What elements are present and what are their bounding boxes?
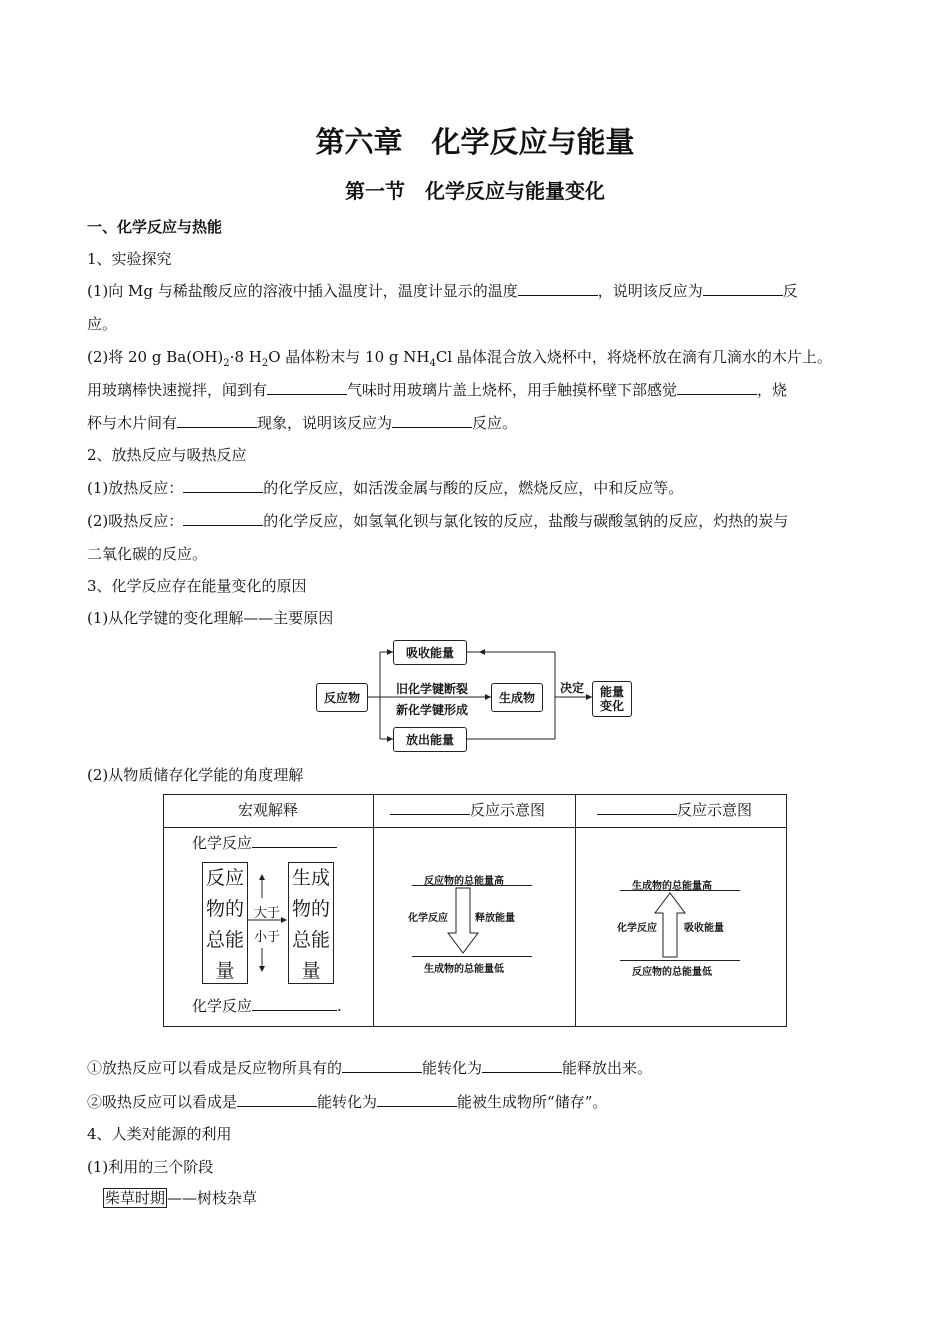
bond-break-label: 旧化学键断裂 bbox=[396, 682, 469, 696]
text: 用玻璃棒快速搅拌，闻到有 bbox=[87, 381, 268, 399]
text: 化学反应 bbox=[192, 834, 253, 852]
text: 总能 bbox=[205, 929, 244, 951]
text: (1)向 Mg 与稀盐酸反应的溶液中插入温度计，温度计显示的温度 bbox=[87, 282, 518, 300]
text: (1)放热反应： bbox=[87, 479, 184, 497]
s1-p1-line2: 应。 bbox=[87, 315, 118, 333]
text: 反 bbox=[782, 282, 798, 300]
text: ，烧 bbox=[757, 381, 788, 399]
text: 气味时用玻璃片盖上烧杯，用手触摸杯壁下部感觉 bbox=[347, 381, 678, 399]
s3-sub1: (1)从化学键的变化理解——主要原因 bbox=[87, 609, 334, 627]
blank bbox=[377, 1092, 457, 1107]
text: ·8 H bbox=[229, 348, 262, 366]
note-exothermic bbox=[87, 1058, 652, 1078]
s2-p2-line2: 二氧化碳的反应。 bbox=[87, 545, 208, 563]
text: (2)将 20 g Ba(OH) bbox=[87, 348, 224, 366]
text: ——树枝杂草 bbox=[167, 1189, 258, 1207]
exo-left-label: 化学反应 bbox=[408, 913, 448, 924]
text: ②吸热反应可以看成是 bbox=[87, 1093, 238, 1111]
text: 变化 bbox=[599, 699, 624, 713]
text: . bbox=[337, 997, 342, 1015]
text: 反应 bbox=[205, 867, 244, 889]
absorb-energy-box: 吸收能量 bbox=[393, 640, 467, 665]
text: 反应示意图 bbox=[470, 801, 546, 819]
exo-bottom-label: 生成物的总能量低 bbox=[424, 964, 504, 975]
blank bbox=[342, 1058, 422, 1073]
text: Cl 晶体混合放入烧杯中，将烧杯放在滴有几滴水的木片上。 bbox=[435, 348, 832, 366]
endo-bottom-label: 反应物的总能量低 bbox=[632, 967, 712, 978]
text: 物的 bbox=[205, 898, 244, 920]
text: 生成 bbox=[291, 867, 330, 889]
text: 量 bbox=[215, 960, 235, 982]
text: 能释放出来。 bbox=[562, 1059, 653, 1077]
section-title: 第一节 化学反应与能量变化 bbox=[345, 179, 605, 203]
s4-sub1: (1)利用的三个阶段 bbox=[87, 1158, 214, 1176]
text: 物的 bbox=[291, 898, 330, 920]
stage1-line bbox=[103, 1188, 257, 1208]
subscript: 4 bbox=[429, 358, 436, 369]
text: 反应示意图 bbox=[677, 801, 753, 819]
text: ①放热反应可以看成是反应物所具有的 bbox=[87, 1059, 343, 1077]
less-than-label: 小于 bbox=[254, 930, 281, 945]
reactant-box: 反应物 bbox=[316, 683, 368, 712]
part1-heading: 一、化学反应与热能 bbox=[87, 218, 223, 236]
text: 能转化为 bbox=[422, 1059, 483, 1077]
text: 杯与木片间有 bbox=[87, 414, 178, 432]
s1-heading: 1、实验探究 bbox=[87, 250, 172, 268]
blank bbox=[482, 1058, 562, 1073]
s3-sub2: (2)从物质储存化学能的角度理解 bbox=[87, 766, 304, 784]
text: 化学反应 bbox=[192, 997, 253, 1015]
text: 反应。 bbox=[472, 414, 518, 432]
blank bbox=[237, 1092, 317, 1107]
text: 的化学反应，如活泼金属与酸的反应，燃烧反应，中和反应等。 bbox=[263, 479, 684, 497]
header-macro: 宏观解释 bbox=[237, 801, 298, 819]
s2-heading: 2、放热反应与吸热反应 bbox=[87, 446, 247, 464]
stage1-box: 柴草时期 bbox=[105, 1189, 166, 1207]
text: 量 bbox=[301, 960, 321, 982]
text: 能转化为 bbox=[317, 1093, 378, 1111]
exo-right-label: 释放能量 bbox=[475, 913, 515, 924]
text: 能量 bbox=[599, 685, 624, 699]
exo-top-label: 反应物的总能量高 bbox=[424, 876, 504, 887]
bond-form-label: 新化学键形成 bbox=[396, 703, 469, 717]
text: O 晶体粉末与 10 g NH bbox=[268, 348, 430, 366]
text: 现象，说明该反应为 bbox=[257, 414, 393, 432]
subscript: 2 bbox=[223, 358, 230, 369]
decide-label: 决定 bbox=[560, 681, 585, 695]
release-energy-box: 放出能量 bbox=[393, 727, 467, 752]
text: 的化学反应，如氢氧化钡与氯化铵的反应，盐酸与碳酸氢钠的反应，灼热的炭与 bbox=[263, 512, 789, 530]
text: ，说明该反应为 bbox=[597, 282, 703, 300]
text: (2)吸热反应： bbox=[87, 512, 184, 530]
greater-than-label: 大于 bbox=[254, 906, 281, 921]
product-box: 生成物 bbox=[491, 683, 543, 712]
endo-right-label: 吸收能量 bbox=[684, 923, 724, 934]
s4-heading: 4、人类对能源的利用 bbox=[87, 1125, 232, 1143]
text: 能被生成物所“储存”。 bbox=[457, 1093, 608, 1111]
text: 总能 bbox=[291, 929, 330, 951]
chapter-title: 第六章 化学反应与能量 bbox=[315, 125, 635, 159]
subscript: 2 bbox=[261, 358, 269, 369]
endo-left-label: 化学反应 bbox=[617, 923, 657, 934]
s3-heading: 3、化学反应存在能量变化的原因 bbox=[87, 577, 307, 595]
note-endothermic bbox=[87, 1092, 607, 1112]
endo-top-label: 生成物的总能量高 bbox=[632, 881, 712, 892]
